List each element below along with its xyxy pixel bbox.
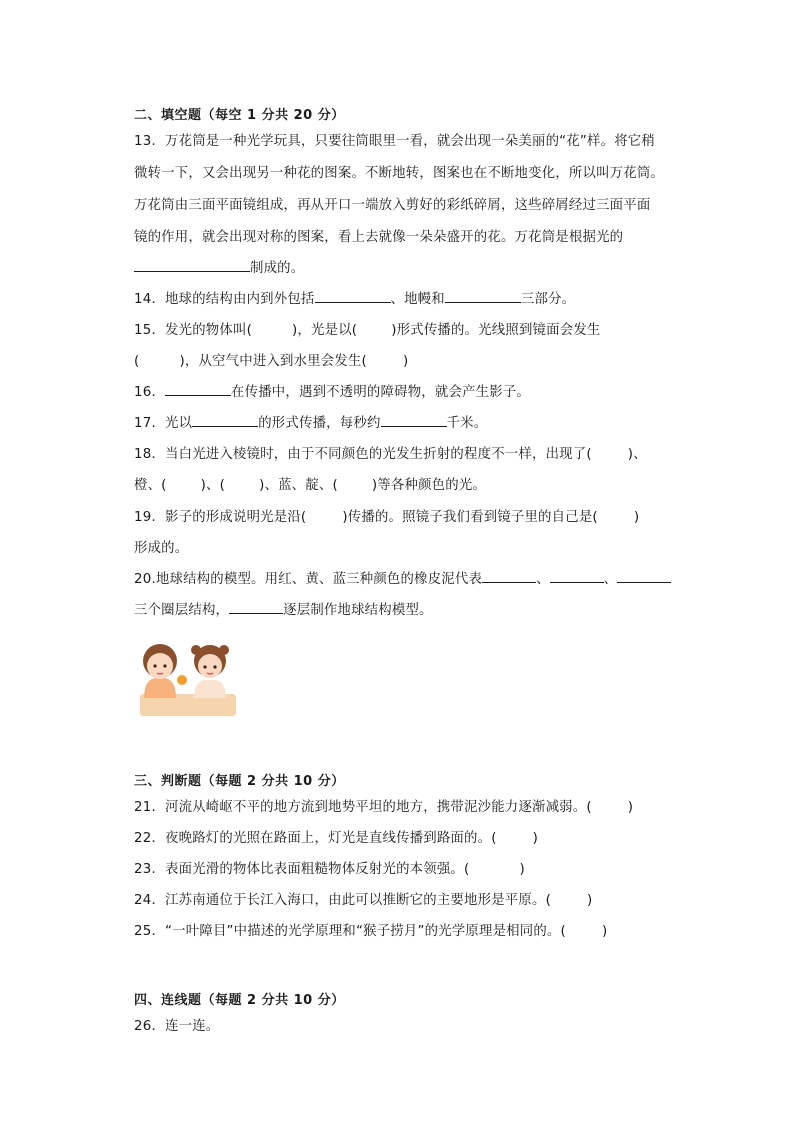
answer-blank[interactable] bbox=[482, 570, 536, 583]
answer-blank[interactable] bbox=[550, 570, 604, 583]
answer-blank[interactable] bbox=[617, 570, 671, 583]
two-children-illustration bbox=[138, 628, 238, 718]
answer-blank[interactable] bbox=[315, 290, 391, 303]
answer-blank[interactable] bbox=[381, 414, 447, 427]
question-17: 17．光以 的形式传播，每秒约 千米。 bbox=[134, 416, 488, 431]
question-23: 23．表面光滑的物体比表面粗糙物体反射光的本领强。( ) bbox=[134, 862, 525, 877]
answer-blank[interactable] bbox=[192, 414, 258, 427]
question-14: 14．地球的结构由内到外包括 、地幔和 三部分。 bbox=[134, 292, 576, 307]
question-13-line-5: 制成的。 bbox=[134, 257, 304, 276]
child-1-shirt bbox=[144, 678, 176, 698]
question-15-line-1: 15．发光的物体叫( )，光是以( )形式传播的。光线照到镜面会发生 bbox=[134, 323, 601, 338]
question-18-line-1: 18．当白光进入棱镜时，由于不同颜色的光发生折射的程度不一样，出现了( )、 bbox=[134, 447, 647, 462]
answer-blank[interactable] bbox=[229, 601, 283, 614]
question-20-line-1: 20.地球结构的模型。用红、黄、蓝三种颜色的橡皮泥代表 、 、 bbox=[134, 568, 671, 587]
section-3-heading: 三、判断题（每题 2 分共 10 分） bbox=[134, 774, 345, 789]
question-13-line-2: 微转一下，又会出现另一种花的图案。不断地转，图案也在不断地变化，所以叫万花筒。 bbox=[134, 166, 665, 181]
question-25: 25．“一叶障目”中描述的光学原理和“猴子捞月”的光学原理是相同的。( ) bbox=[134, 924, 608, 939]
question-13-line-3: 万花筒由三面平面镜组成，再从开口一端放入剪好的彩纸碎屑，这些碎屑经过三面平面 bbox=[134, 198, 651, 213]
question-18-line-2: 橙、( )、( )、蓝、靛、( )等各种颜色的光。 bbox=[134, 478, 487, 493]
question-13-line-4: 镜的作用，就会出现对称的图案，看上去就像一朵朵盛开的花。万花筒是根据光的 bbox=[134, 230, 624, 245]
question-15-line-2: ( )，从空气中进入到水里会发生( ) bbox=[134, 354, 409, 369]
answer-blank[interactable] bbox=[165, 383, 231, 396]
question-19-line-1: 19．影子的形成说明光是沿( )传播的。照镜子我们看到镜子里的自己是( ) bbox=[134, 510, 640, 525]
question-21: 21．河流从崎岖不平的地方流到地势平坦的地方，携带泥沙能力逐渐减弱。( ) bbox=[134, 800, 634, 815]
section-2-heading: 二、填空题（每空 1 分共 20 分） bbox=[134, 108, 345, 123]
section-4-heading: 四、连线题（每题 2 分共 10 分） bbox=[134, 993, 345, 1008]
question-16: 16． 在传播中，遇到不透明的障碍物，就会产生影子。 bbox=[134, 385, 531, 400]
child-2-shirt bbox=[194, 680, 226, 698]
question-26: 26．连一连。 bbox=[134, 1019, 220, 1034]
question-20-line-2: 三个圈层结构， 逐层制作地球结构模型。 bbox=[134, 603, 433, 618]
answer-blank[interactable] bbox=[134, 259, 250, 272]
child-1-face bbox=[147, 653, 173, 679]
answer-blank[interactable] bbox=[445, 290, 521, 303]
question-22: 22．夜晚路灯的光照在路面上，灯光是直线传播到路面的。( ) bbox=[134, 831, 539, 846]
ball-shape bbox=[177, 675, 187, 685]
question-19-line-2: 形成的。 bbox=[134, 541, 189, 556]
question-13-line-1: 13．万花筒是一种光学玩具，只要往筒眼里一看，就会出现一朵美丽的“花”样。将它稍 bbox=[134, 134, 655, 149]
question-24: 24．江苏南通位于长江入海口，由此可以推断它的主要地形是平原。( ) bbox=[134, 893, 593, 908]
